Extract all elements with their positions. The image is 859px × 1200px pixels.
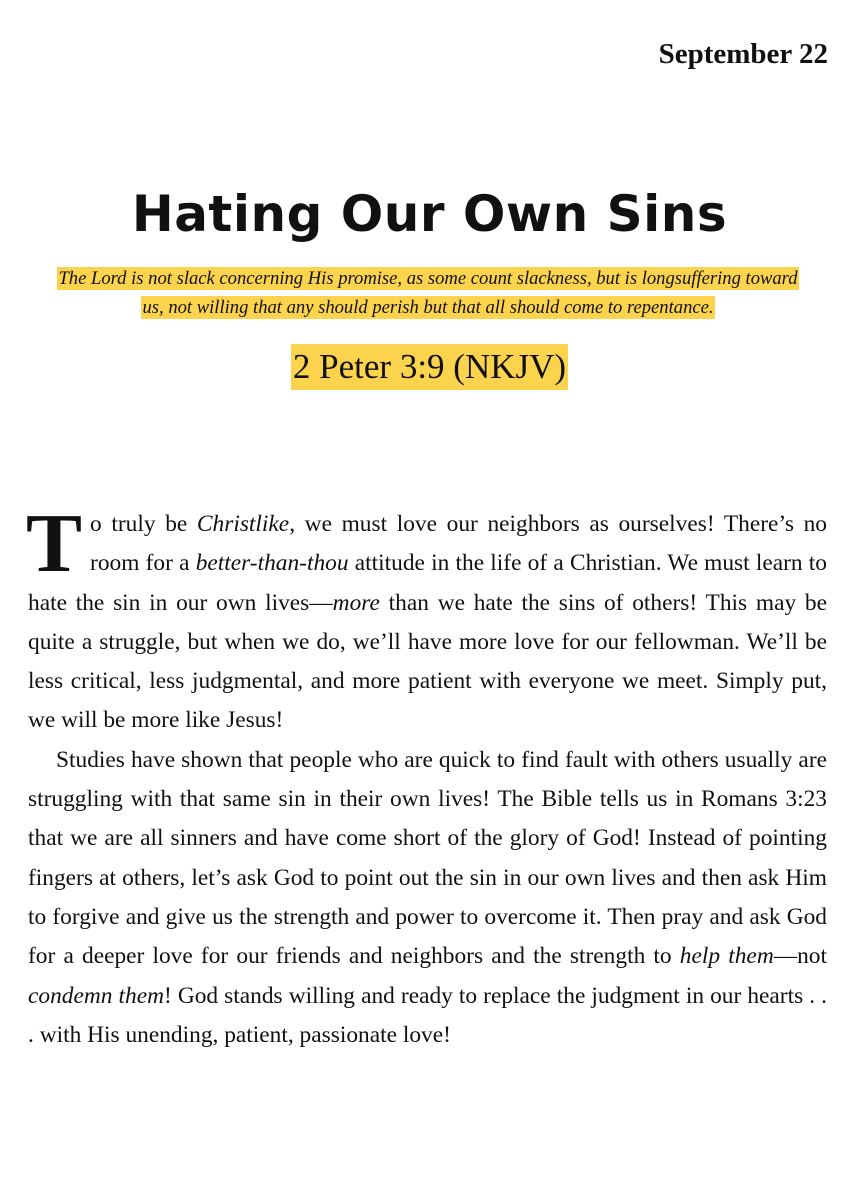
verse-line-2: us, not willing that any should perish but that all should come to repentance. [142, 297, 714, 318]
devotional-body [26, 497, 828, 1055]
page-date: September 22 [658, 38, 828, 70]
scripture-reference: 2 Peter 3:9 (NKJV) [291, 344, 568, 390]
scripture-reference-container [0, 344, 859, 390]
paragraph-1-text-1: o truly be [90, 511, 197, 537]
paragraph-2-text-3: ! God stands willing and ready to replace the judgment in our hearts . . . with His unending, patient, passionate love! [28, 982, 827, 1048]
paragraph-2-text-1: Studies have shown that people who are quick to find fault with others usually are struggling with that same sin in their own lives! The Bible tells us in Romans 3:23 that we are all sinners and have come short of the glory of God! Instead of pointing fingers at others, let’s ask God to point out the sin in our own lives and then ask Him to forgive and give us the strength and power to overcome it. Then pray and ask God for a deeper love for our friends and neighbors and the strength to [28, 746, 827, 970]
drop-cap: T [26, 497, 83, 590]
paragraph-1-italic-3: more [332, 589, 380, 616]
page-title: Hating Our Own Sins [131, 185, 728, 243]
paragraph-1-italic-1: Christlike [196, 511, 290, 537]
paragraph-2-italic-1: help them [679, 943, 774, 970]
paragraph-2-italic-2: condemn them [28, 982, 164, 1009]
paragraph-1-text-2: , we must love our neighbors as ourselves! There’s no room for a [90, 511, 827, 577]
scripture-verse [28, 264, 828, 322]
paragraph-1 [26, 497, 828, 741]
paragraph-2 [28, 741, 827, 1055]
paragraph-1-text-3: attitude in the life of a Christian. We must learn to hate the sin in our own lives— [28, 550, 828, 616]
paragraph-2-text-2: —not [773, 943, 827, 970]
verse-line-1: The Lord is not slack concerning His promise, as some count slackness, but is longsuffering toward [58, 268, 798, 289]
paragraph-1-italic-2: better-than-thou [195, 550, 349, 577]
paragraph-1-text-4: than we hate the sins of others! This may be quite a struggle, but when we do, we’ll have more love for our fellowman. We’ll be less critical, less judgmental, and more patient with everyone we meet. Simply put, we will be more like Jesus! [28, 589, 828, 734]
